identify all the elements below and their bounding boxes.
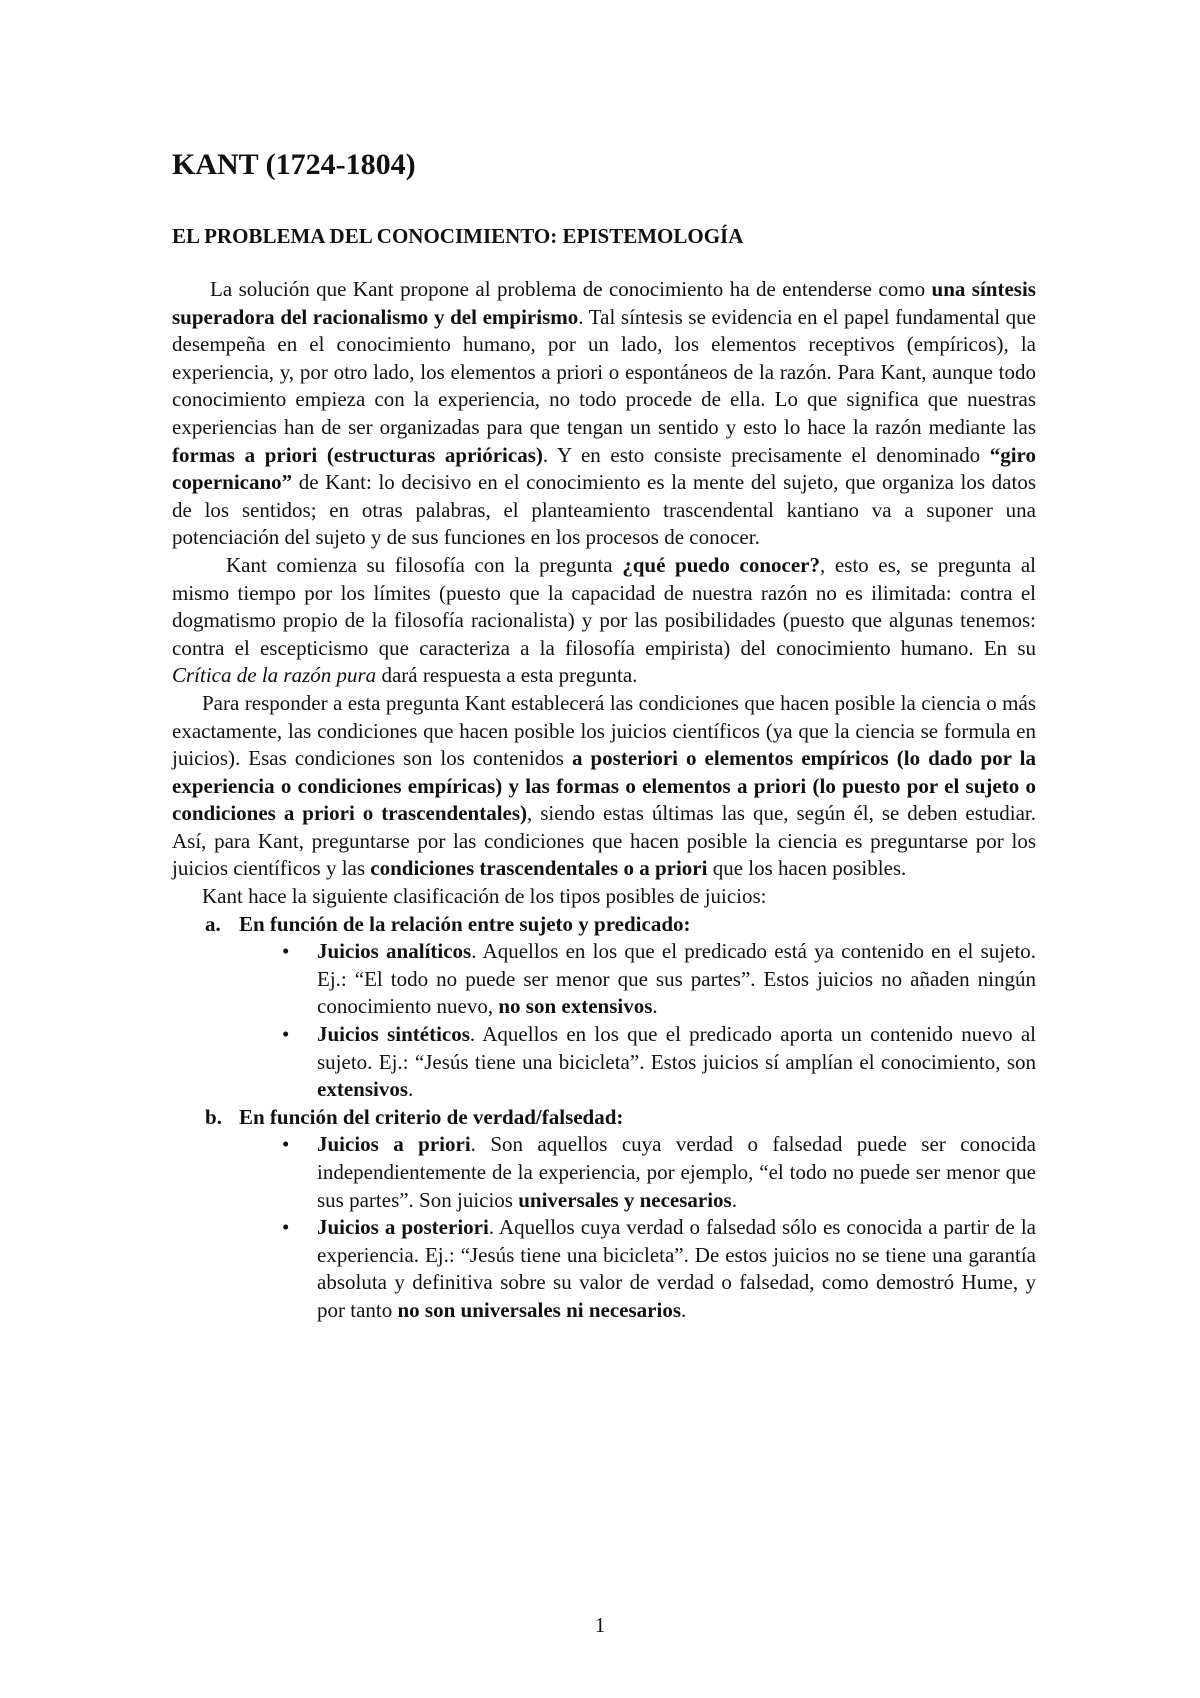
- bold-phrase: condiciones trascendentales o a priori: [370, 856, 708, 881]
- paragraph-text: . Y en esto consiste precisamente el denominado: [542, 442, 990, 467]
- paragraph-question: [172, 552, 1036, 690]
- section-letter: a.: [205, 911, 221, 936]
- document-title: KANT (1724-1804): [172, 148, 416, 181]
- paragraph-text: , siendo estas últimas las que, según él, se deben estudiar. Así, para Kant, preguntarse por las condiciones que hacen posible la ciencia es preguntarse por los juicios científicos y las: [172, 801, 1036, 881]
- paragraph-text: que los hacen posibles.: [707, 856, 907, 881]
- list-item-text: .: [408, 1077, 414, 1102]
- section-heading-text: En función de la relación entre sujeto y predicado:: [239, 911, 691, 936]
- bold-phrase: “giro copernicano”: [172, 442, 1036, 495]
- paragraph-text: Para responder a esta pregunta Kant establecerá las condiciones que hacen posible la ciencia o más exactamente, las condiciones que hacen posible los juicios científicos (ya que la ciencia se formula en juicios). Esas condiciones son los contenidos: [172, 690, 1036, 771]
- bold-term: Juicios sintéticos: [317, 1022, 470, 1047]
- paragraph-text: , esto es, se pregunta al mismo tiempo por los límites (puesto que la capacidad de nuestra razón no es ilimitada: contra el dogmatismo propio de la filosofía racionalista) y por las posibilidades (puesto que algunas tenemos: contra el escepticismo que caracteriza a la filosofía empirista) del conocimiento humano. En su: [172, 552, 1037, 660]
- bold-phrase: no son extensivos: [498, 994, 653, 1019]
- page-number: 1: [594, 1613, 606, 1637]
- bold-term: Juicios a priori: [317, 1132, 471, 1157]
- bold-phrase: extensivos: [317, 1077, 408, 1102]
- paragraph-conditions: [172, 690, 1036, 883]
- section-heading-a: [172, 911, 1036, 939]
- section-subtitle: EL PROBLEMA DEL CONOCIMIENTO: EPISTEMOLOGÍA: [172, 224, 744, 248]
- bold-phrase: formas a priori (estructuras aprióricas): [172, 442, 543, 467]
- bullet-icon: •: [282, 1215, 290, 1240]
- list-item-text: .: [731, 1187, 737, 1212]
- bullet-list-a: [172, 938, 1036, 1104]
- list-item-text: . Son aquellos cuya verdad o falsedad puede ser conocida independientemente de la experiencia, por ejemplo, “el todo no puede ser menor que sus partes”. Son juicios: [317, 1132, 1036, 1212]
- list-item-text: .: [652, 994, 658, 1019]
- bold-term: Juicios analíticos: [317, 939, 472, 964]
- list-item: [282, 1131, 1036, 1214]
- list-item-text: .: [681, 1297, 687, 1322]
- paragraph-text: Kant comienza su filosofía con la pregunta: [226, 552, 623, 577]
- list-item: [282, 938, 1036, 1021]
- paragraph-text: dará respuesta a esta pregunta.: [376, 663, 638, 688]
- paragraph-synthesis: [172, 276, 1036, 552]
- bold-phrase: no son universales ni necesarios: [397, 1297, 682, 1322]
- paragraph-text: de Kant: lo decisivo en el conocimiento es la mente del sujeto, que organiza los datos de los sentidos; en otras palabras, el planteamiento trascendental kantiano va a suponer una potenciación del sujeto y de sus funciones en los procesos de conocer.: [172, 470, 1036, 550]
- section-letter: b.: [205, 1104, 222, 1129]
- document-body: [172, 276, 1036, 1325]
- bold-phrase: universales y necesarios: [518, 1187, 732, 1212]
- bullet-list-b: [172, 1131, 1036, 1324]
- italic-book-title: Crítica de la razón pura: [172, 663, 377, 688]
- bullet-icon: •: [282, 1132, 290, 1157]
- paragraph-classification-intro: Kant hace la siguiente clasificación de los tipos posibles de juicios:: [202, 884, 767, 909]
- paragraph-text: . Tal síntesis se evidencia en el papel fundamental que desempeña en el conocimiento humano, por un lado, los elementos receptivos (empíricos), la experiencia, y, por otro lado, los elementos a priori o espontáneos de la razón. Para Kant, aunque todo conocimiento empieza con la experiencia, no todo procede de ella. Lo que significa que nuestras experiencias han de ser organizadas para que tengan un sentido y esto lo hace la razón mediante las: [172, 304, 1036, 439]
- list-item-text: . Aquellos en los que el predicado está ya contenido en el sujeto. Ej.: “El todo no puede ser menor que sus partes”. Estos juicios no añaden ningún conocimiento nuevo,: [317, 939, 1036, 1019]
- bold-term: Juicios a posteriori: [317, 1215, 489, 1240]
- bold-phrase: ¿qué puedo conocer?: [622, 552, 820, 577]
- list-item-text: . Aquellos cuya verdad o falsedad sólo es conocida a partir de la experiencia. Ej.: “Jesús tiene una bicicleta”. De estos juicios no se tiene una garantía absoluta y definitiva sobre su valor de verdad o falsedad, como demostró Hume, y por tanto: [317, 1215, 1036, 1322]
- bullet-icon: •: [282, 1022, 290, 1047]
- bullet-icon: •: [282, 939, 290, 964]
- bold-phrase: a posteriori o elementos empíricos (lo dado por la experiencia o condiciones empíricas) y las formas o elementos a priori (lo puesto por el sujeto o condiciones a priori o trascendentales): [172, 746, 1037, 826]
- bold-phrase: una síntesis superadora del racionalismo y del empirismo: [172, 277, 1036, 329]
- paragraph-text: La solución que Kant propone al problema de conocimiento ha de entenderse como: [210, 277, 932, 301]
- list-item: [282, 1214, 1036, 1324]
- section-heading-text: En función del criterio de verdad/falsedad:: [239, 1104, 624, 1129]
- list-item: [282, 1021, 1036, 1104]
- list-item-text: . Aquellos en los que el predicado aporta un contenido nuevo al sujeto. Ej.: “Jesús tiene una bicicleta”. Estos juicios sí amplían el conocimiento, son: [317, 1022, 1036, 1074]
- section-heading-b: [172, 1104, 1036, 1132]
